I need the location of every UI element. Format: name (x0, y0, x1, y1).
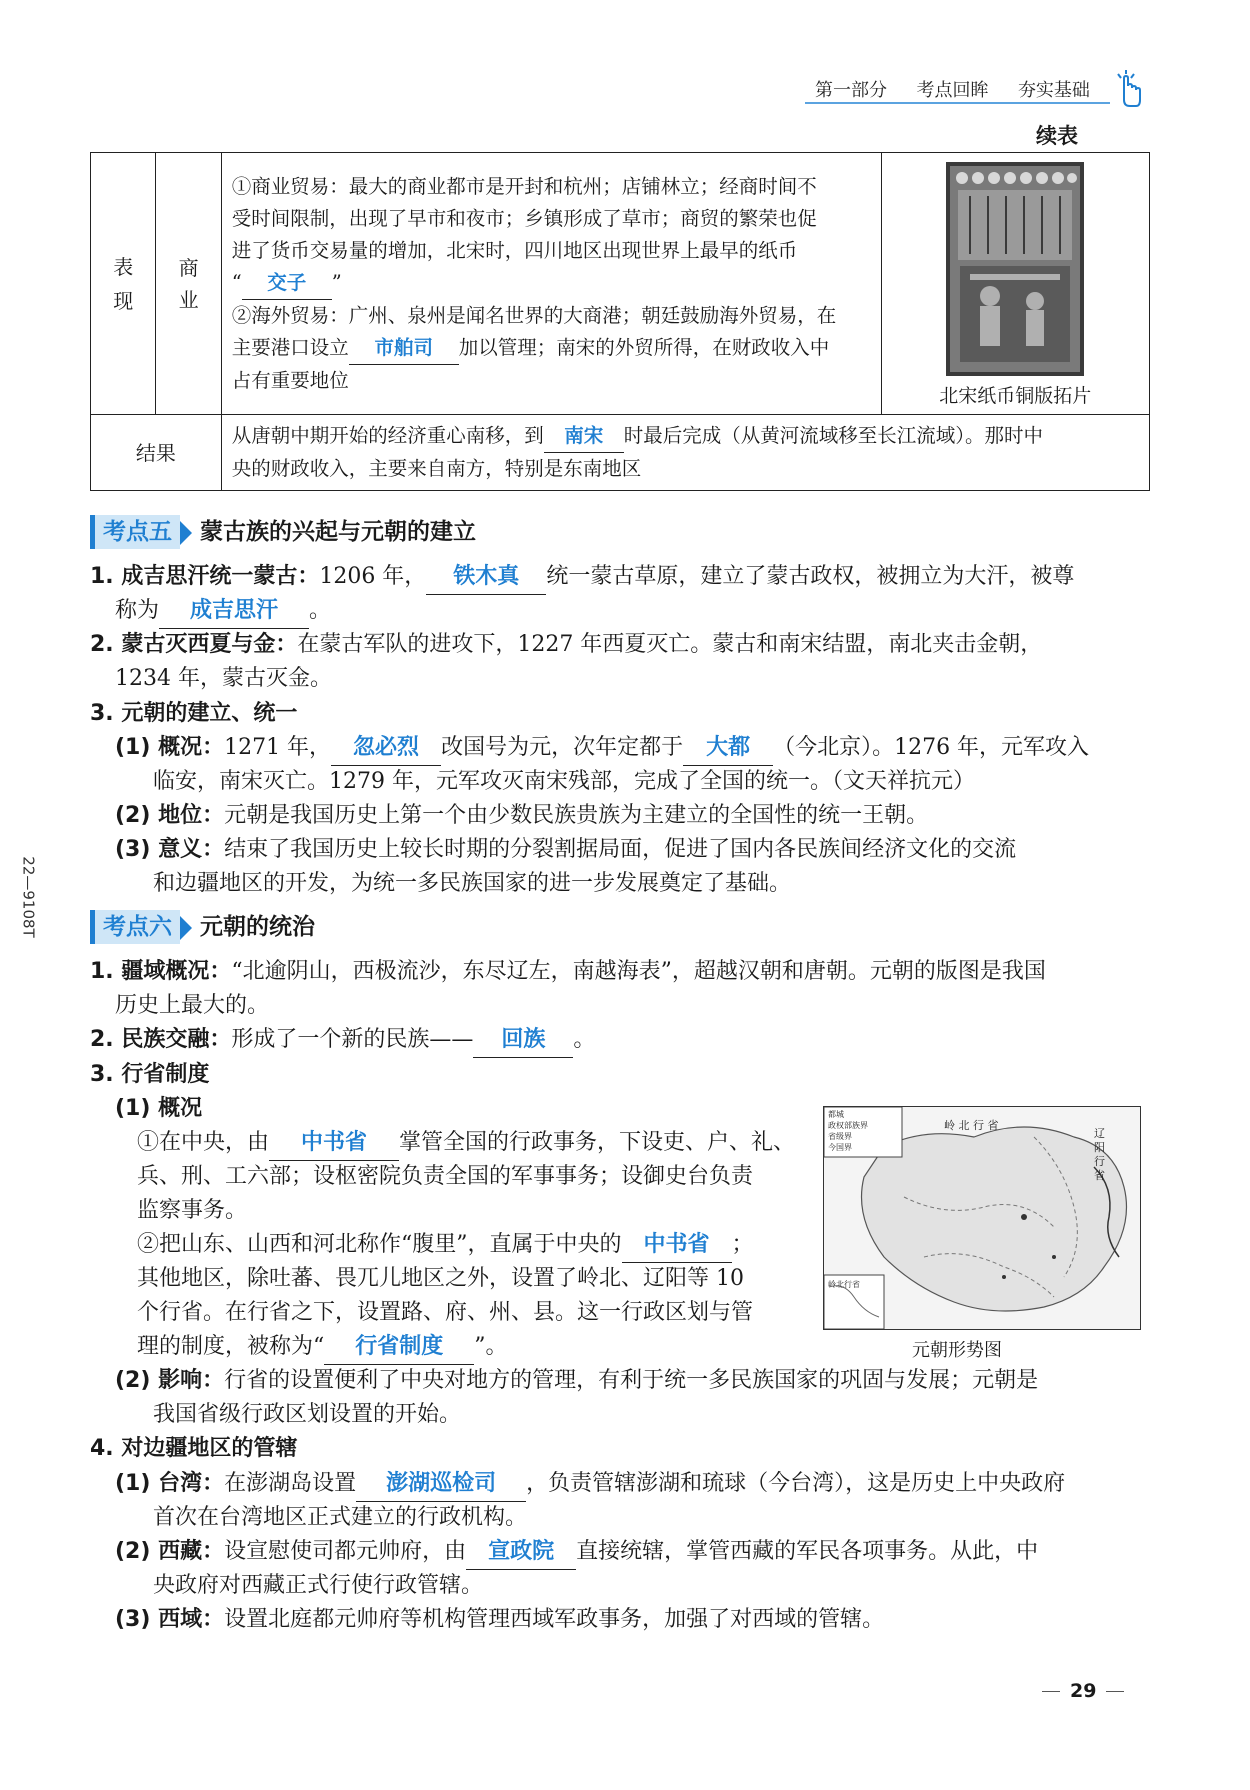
running-header (815, 76, 1090, 102)
answer-blank: 回族 (473, 1023, 573, 1058)
header-item2: 考点回眸 (916, 80, 989, 101)
map-caption: 元朝形势图 (912, 1340, 1002, 1361)
page-number: 29 (1042, 1680, 1124, 1702)
answer-blank: 南宋 (544, 420, 624, 453)
section-title: 蒙古族的兴起与元朝的建立 (200, 519, 476, 545)
section-heading-k5 (90, 515, 476, 549)
answer-blank: 市舶司 (349, 332, 459, 365)
continued-label: 续表 (1036, 124, 1078, 148)
answer-blank: 澎湖巡检司 (356, 1467, 526, 1502)
table-cell-commerce: ①商业贸易：最大的商业都市是开封和杭州；店铺林立；经商时间不 受时间限制，出现了早市和夜市；乡镇形成了草市；商贸的繁荣也促 进了货币交易量的增加，北宋时，四川地区出现世界上最早的纸币 “ 交子 ” ②海外贸易：广州、泉州是闻名世界的大商港；朝廷鼓励海外贸易，在 主要港口设立 市舶司 加以管理；南宋的外贸所得，在财政收入中 占有重要地位 (221, 153, 881, 415)
header-rule (805, 102, 1110, 104)
answer-blank: 中书省 (269, 1126, 399, 1161)
table-cell-result: 从唐朝中期开始的经济重心南移，到 南宋 时最后完成（从黄河流域移至长江流域）。那时中 央的财政收入，主要来自南方，特别是东南地区 (221, 415, 1149, 491)
section-tag: 考点六 (90, 910, 180, 944)
answer-blank: 成吉思汗 (159, 594, 309, 629)
table-row-sublabel: 商业 (156, 153, 221, 415)
answer-blank: 忽必烈 (331, 731, 441, 766)
table-row-label: 表现 (91, 153, 156, 415)
header-section: 第一部分 (815, 80, 887, 101)
answer-blank: 行省制度 (324, 1330, 474, 1365)
economy-table (90, 152, 1150, 491)
answer-blank: 交子 (242, 267, 332, 300)
pointer-hand-icon (1112, 70, 1144, 112)
table-cell-image (881, 153, 1149, 415)
answer-blank: 铁木真 (426, 560, 546, 595)
answer-blank: 中书省 (622, 1228, 732, 1263)
image-caption: 北宋纸币铜版拓片 (939, 384, 1092, 407)
map-legend: 都城 政权部族界 省级界 今国界 (828, 1110, 868, 1152)
side-code: 22—9108T (19, 856, 38, 938)
arrow-icon (180, 916, 192, 940)
table-row-label-result: 结果 (91, 415, 222, 491)
section-heading-k6 (90, 910, 315, 944)
banknote-rubbing-image (946, 162, 1084, 376)
section-tag: 考点五 (90, 515, 180, 549)
answer-blank: 大都 (683, 731, 773, 766)
yuan-dynasty-map: 都城 政权部族界 省级界 今国界 岭 北 行 省 辽阳行省 岭北行省 (823, 1106, 1141, 1330)
arrow-icon (180, 521, 192, 545)
header-item3: 夯实基础 (1017, 80, 1090, 101)
section-title: 元朝的统治 (200, 914, 315, 940)
answer-blank: 宣政院 (466, 1535, 576, 1570)
